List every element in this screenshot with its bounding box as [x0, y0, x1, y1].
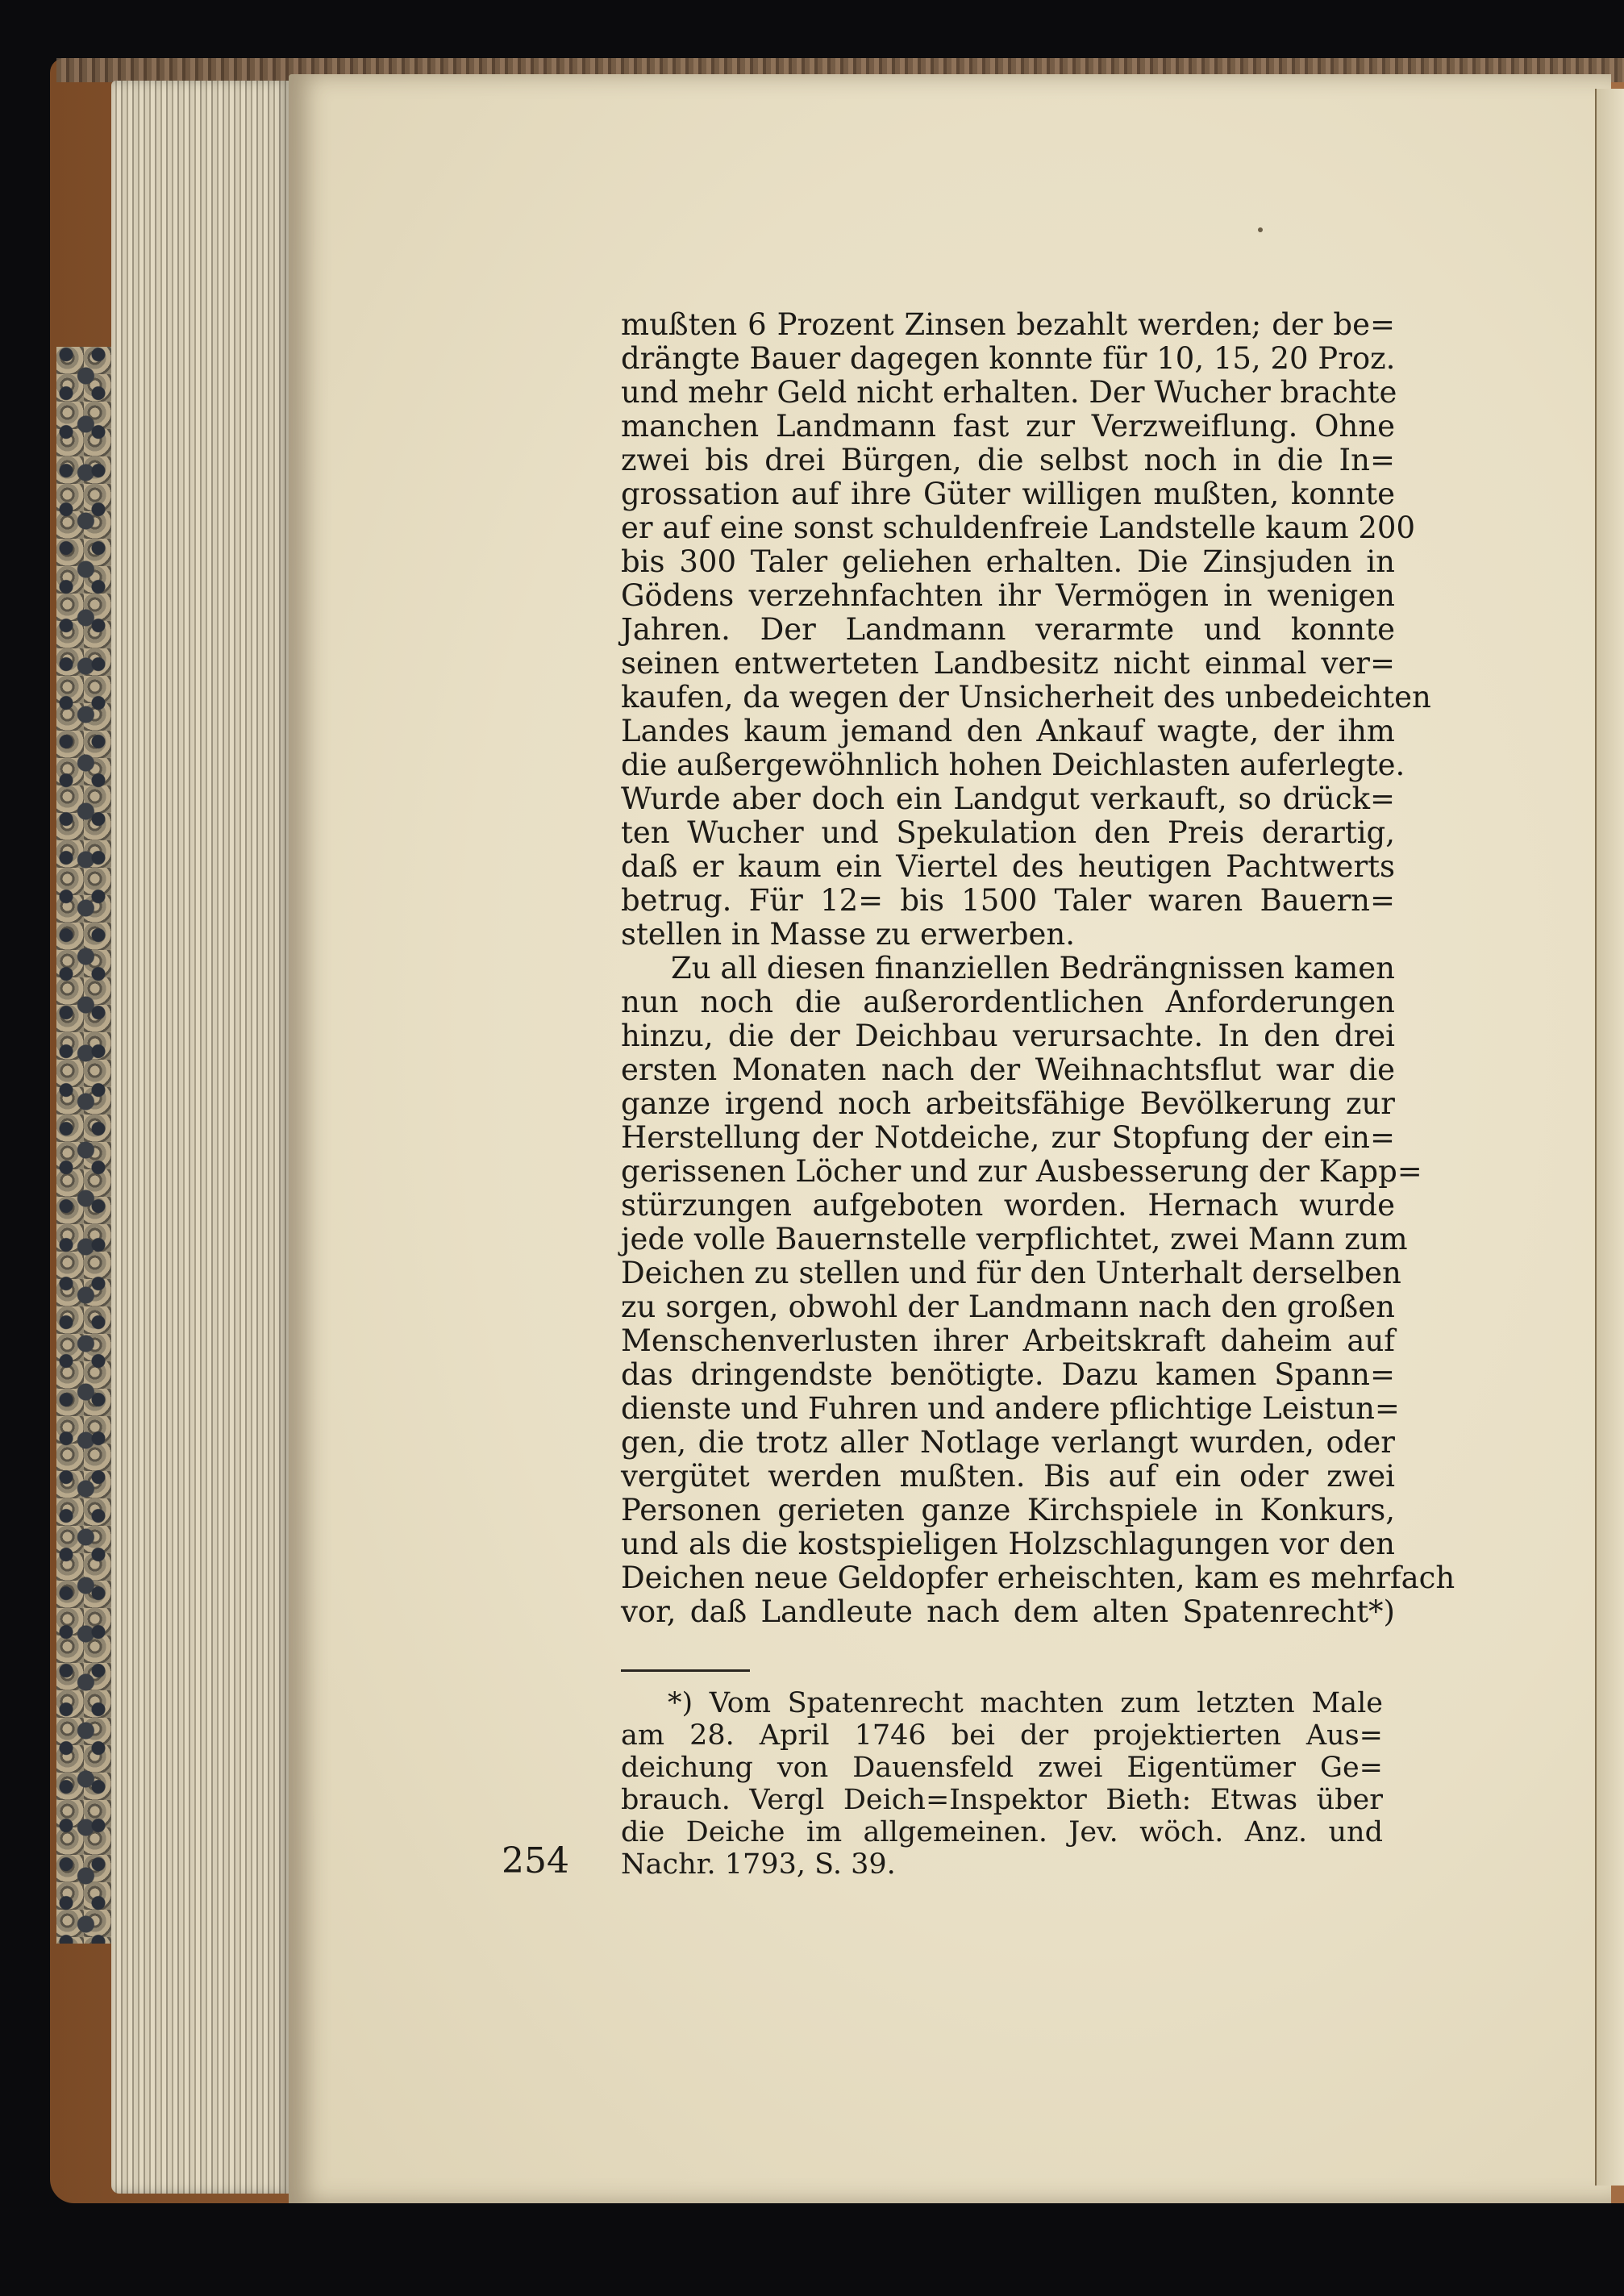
footnote-line: brauch. Vergl Deich=Inspektor Bieth: Etwas über	[621, 1784, 1383, 1816]
body-line: stellen in Masse zu erwerben.	[621, 917, 1076, 952]
body-line: Jahren. Der Landmann verarmte und konnte	[621, 612, 1395, 647]
body-line: betrug. Für 12= bis 1500 Taler waren Bauern=	[621, 883, 1395, 918]
body-line: hinzu, die der Deichbau verursachte. In den drei	[621, 1019, 1395, 1053]
body-line: Landes kaum jemand den Ankauf wagte, der ihm	[621, 714, 1395, 748]
body-line: die außergewöhnlich hohen Deichlasten auferlegte.	[621, 748, 1405, 782]
body-line: Deichen zu stellen und für den Unterhalt derselben	[621, 1256, 1401, 1290]
footnote-line: Nachr. 1793, S. 39.	[621, 1848, 896, 1881]
body-line: gen, die trotz aller Notlage verlangt wurden, oder	[621, 1425, 1395, 1460]
body-line: Deichen neue Geldopfer erheischten, kam es mehrfach	[621, 1561, 1455, 1595]
page-number: 254	[502, 1840, 569, 1881]
footnote-line: *) Vom Spatenrecht machten zum letzten Male	[668, 1687, 1383, 1719]
body-line: drängte Bauer dagegen konnte für 10, 15, 20 Proz.	[621, 341, 1396, 376]
body-line: ersten Monaten nach der Weihnachtsflut war die	[621, 1052, 1395, 1087]
body-line: das dringendste benötigte. Dazu kamen Spann=	[621, 1357, 1395, 1392]
footnote-rule	[621, 1669, 750, 1672]
body-line: nun noch die außerordentlichen Anforderungen	[621, 985, 1395, 1019]
page-edges	[111, 81, 290, 2194]
body-line: und mehr Geld nicht erhalten. Der Wucher brachte	[621, 375, 1397, 410]
body-line: gerissenen Löcher und zur Ausbesserung der Kapp=	[621, 1154, 1422, 1189]
body-line: Zu all diesen finanziellen Bedrängnissen kamen	[671, 951, 1395, 985]
body-line: Gödens verzehnfachten ihr Vermögen in wenigen	[621, 578, 1395, 613]
paper-speck	[1258, 227, 1263, 232]
body-line: stürzungen aufgeboten worden. Hernach wurde	[621, 1188, 1395, 1223]
body-line: er auf eine sonst schuldenfreie Landstelle kaum 200	[621, 510, 1415, 545]
body-line: vergütet werden mußten. Bis auf ein oder zwei	[621, 1459, 1395, 1494]
body-line: grossation auf ihre Güter willigen mußten, konnte	[621, 477, 1395, 511]
body-line: zwei bis drei Bürgen, die selbst noch in die In=	[621, 443, 1395, 477]
body-line: jede volle Bauernstelle verpflichtet, zwei Mann zum	[621, 1222, 1408, 1256]
footnote-line: die Deiche im allgemeinen. Jev. wöch. Anz. und	[621, 1816, 1383, 1848]
body-line: Herstellung der Notdeiche, zur Stopfung der ein=	[621, 1120, 1395, 1155]
body-line: seinen entwerteten Landbesitz nicht einmal ver=	[621, 646, 1395, 681]
body-line: manchen Landmann fast zur Verzweiflung. Ohne	[621, 409, 1395, 444]
footnote-line: deichung von Dauensfeld zwei Eigentümer Ge=	[621, 1752, 1383, 1784]
body-text	[621, 307, 1455, 1629]
body-line: Menschenverlusten ihrer Arbeitskraft daheim auf	[621, 1323, 1395, 1358]
body-line: daß er kaum ein Viertel des heutigen Pachtwerts	[621, 849, 1395, 884]
body-line: ganze irgend noch arbeitsfähige Bevölkerung zur	[621, 1086, 1395, 1121]
body-line: Wurde aber doch ein Landgut verkauft, so drück=	[621, 781, 1395, 816]
body-line: und als die kostspieligen Holzschlagungen vor den	[621, 1527, 1395, 1561]
body-line: Personen gerieten ganze Kirchspiele in Konkurs,	[621, 1493, 1395, 1527]
body-line: dienste und Fuhren und andere pflichtige Leistun=	[621, 1391, 1400, 1426]
marbled-endpaper	[56, 347, 115, 1944]
body-line: bis 300 Taler geliehen erhalten. Die Zinsjuden in	[621, 544, 1395, 579]
body-line: zu sorgen, obwohl der Landmann nach den großen	[621, 1290, 1395, 1324]
facing-page-edge	[1595, 89, 1624, 2186]
body-line: ten Wucher und Spekulation den Preis derartig,	[621, 815, 1395, 850]
footnote-line: am 28. April 1746 bei der projektierten Aus=	[621, 1719, 1383, 1752]
footnote	[621, 1687, 1383, 1881]
body-line: vor, daß Landleute nach dem alten Spatenrecht*)	[621, 1594, 1395, 1629]
body-line: mußten 6 Prozent Zinsen bezahlt werden; der be=	[621, 307, 1395, 342]
body-line: kaufen, da wegen der Unsicherheit des unbedeichten	[621, 680, 1431, 715]
